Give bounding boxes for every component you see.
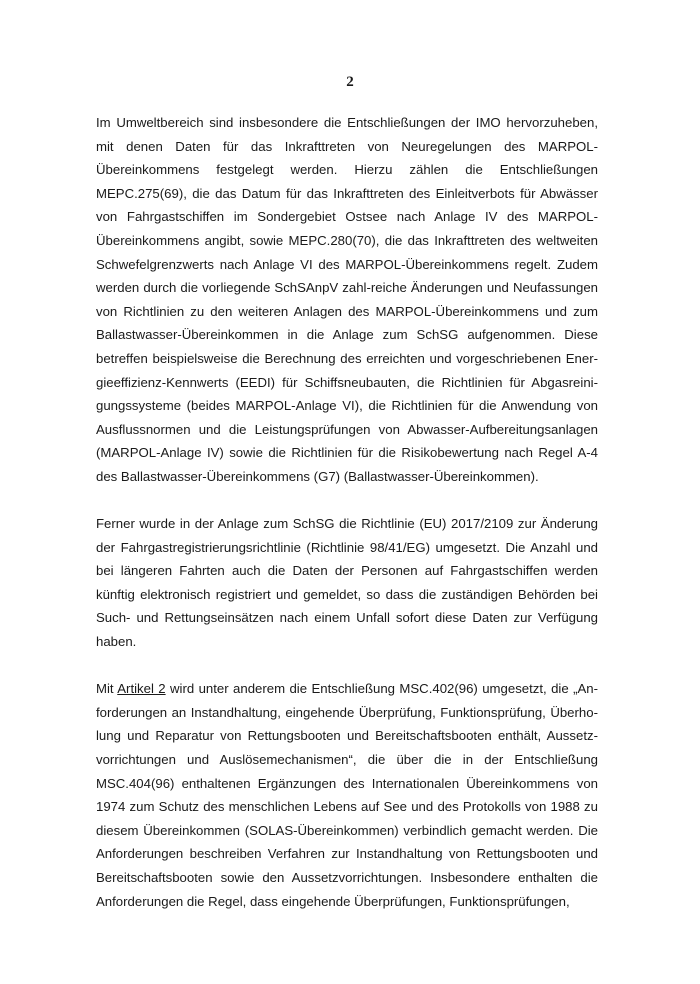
paragraph-article-2-prefix: Mit xyxy=(96,681,118,697)
page-number: 2 xyxy=(346,74,354,90)
paragraph-environment-imo: Im Umweltbereich sind insbesondere die Entschließungen der IMO hervorzuheben, mit denen Daten für das Inkrafttreten von Neuregelungen des MARPOL-Übereinkommens festgelegt werden. Hierzu zählen die Entschließungen MEPC.275(69), die das Datum für das Inkrafttreten des Einleitverbots für Abwässer von Fahrgastschiffen im Sondergebiet Ostsee nach Anlage IV des MARPOL-Übereinkommens angibt, sowie MEPC.280(70), die das Inkrafttreten des weltweiten Schwefelgrenzwerts nach Anlage VI des MARPOL-Übereinkommens regelt. Zudem werden durch die vorliegende SchSAnpV zahl-reiche Änderungen und Neufassungen von Richtlinien zu den weiteren Anlagen des MARPOL-Übereinkommens und zum Ballastwasser-Übereinkommen in die Anlage zum SchSG aufgenommen. Diese betreffen beispielsweise die Berechnung des erreichten und vorgeschriebenen Energieeffizienz-Kennwerts (EEDI) für Schiffsneubauten, die Richtlinien für Abgasreinigungssysteme (beides MARPOL-Anlage VI), die Richtlinien für die Anwendung von Ausflussnormen und die Leistungsprüfungen von Abwasser-Aufbereitungsanlagen (MARPOL-Anlage IV) sowie die Richtlinien für die Risikobewertung nach Regel A-4 des Ballastwasser-Übereinkommens (G7) (Ballastwasser-Übereinkommen). xyxy=(96,115,598,484)
document-body xyxy=(96,111,598,913)
paragraph-passenger-registration: Ferner wurde in der Anlage zum SchSG die Richtlinie (EU) 2017/2109 zur Änderung der Fahrgastregistrierungsrichtlinie (Richtlinie 98/41/EG) umgesetzt. Die Anzahl und bei längeren Fahrten auch die Daten der Personen auf Fahrgastschiffen werden künftig elektronisch registriert und gemeldet, so dass die zuständigen Behörden bei Such- und Rettungseinsätzen nach einem Unfall sofort diese Daten zur Verfügung haben. xyxy=(96,516,598,650)
paragraph-article-2 xyxy=(96,677,598,913)
paragraph-article-2-text: wird unter anderem die Entschließung MSC.402(96) umgesetzt, die „Anforderungen an Instandhaltung, eingehende Überprüfung, Funktionsprüfung, Überholung und Reparatur von Rettungsbooten und Bereitschaftsbooten enthält, Aussetzvorrichtungen und Auslösemechanismen“, die über die in der Entschließung MSC.404(96) enthaltenen Ergänzungen des Internationalen Übereinkommens von 1974 zum Schutz des menschlichen Lebens auf See und des Protokolls von 1988 zu diesem Übereinkommen (SOLAS-Übereinkommen) verbindlich gemacht werden. Die Anforderungen beschreiben Verfahren zur Instandhaltung von Rettungsbooten und Bereitschaftsbooten sowie den Aussetzvorrichtungen. Insbesondere enthalten die Anforderungen die Regel, dass eingehende Überprüfungen, Funktionsprüfungen, xyxy=(96,681,599,909)
article-2-link[interactable]: Artikel 2 xyxy=(117,681,166,697)
